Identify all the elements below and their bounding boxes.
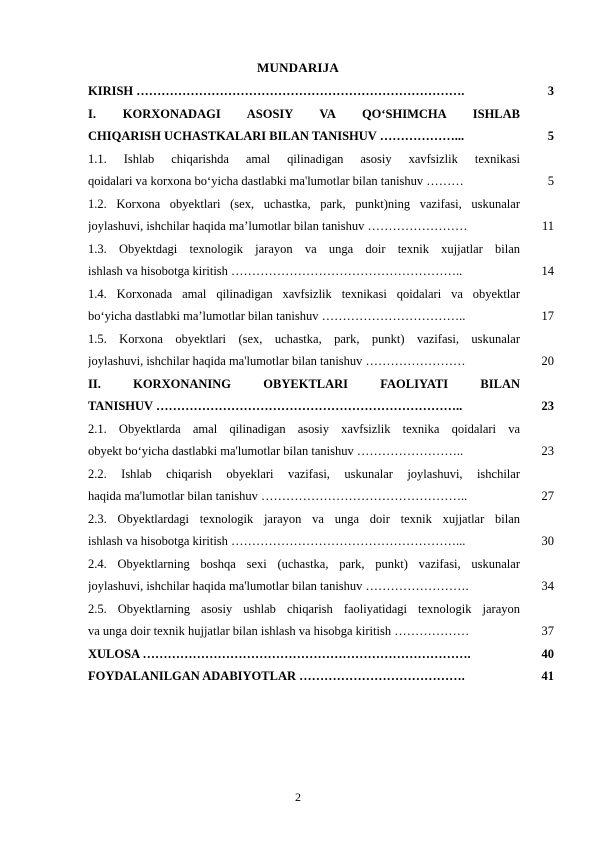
- toc-entry: [88, 238, 554, 283]
- toc-entry: [88, 193, 554, 238]
- toc-entry: [88, 328, 554, 373]
- toc-entry: [88, 643, 554, 666]
- toc-entry: [88, 665, 554, 688]
- toc-entry: [88, 148, 554, 193]
- toc-entry-page: 14: [541, 264, 554, 278]
- toc-entry-line: 2.4. Obyektlarning boshqa sexi (uchastka, park, punkt) vazifasi, uskunalar: [88, 556, 520, 571]
- toc-entry-line: joylashuvi, ishchilar haqida ma'lumotlar bilan tanishuv ……………………: [88, 354, 466, 368]
- toc-entry-page: 20: [541, 354, 554, 368]
- toc-entry: [88, 508, 554, 553]
- page-title: MUNDARIJA: [257, 60, 339, 75]
- toc-entry: [88, 553, 554, 598]
- toc-entry-line: 1.3. Obyektdagi texnologik jarayon va unga doir texnik xujjatlar bilan: [88, 241, 520, 256]
- toc-entry-page: 27: [541, 489, 554, 503]
- toc-entry: [88, 80, 554, 103]
- toc-entry-line: 2.5. Obyektlarning asosiy ushlab chiqarish faoliyatidagi texnologik jarayon: [88, 601, 520, 616]
- toc-entry-line: 1.2. Korxona obyektlari (sex, uchastka, park, punkt)ning vazifasi, uskunalar: [88, 196, 520, 211]
- toc-entry-line: 2.3. Obyektlardagi texnologik jarayon va unga doir texnik xujjatlar bilan: [88, 511, 520, 526]
- toc-entry-line: va unga doir texnik hujjatlar bilan ishlash va hisobga kiritish ………………: [88, 624, 470, 638]
- toc-entry: [88, 598, 554, 643]
- toc-entry-line: TANISHUV ………………………………………………………………..: [88, 399, 463, 413]
- toc-entry-line: 1.4. Korxonada amal qilinadigan xavfsizlik texnikasi qoidalari va obyektlar: [88, 286, 520, 301]
- page-number: 2: [295, 790, 301, 804]
- toc-entry-line: joylashuvi, ishchilar haqida ma’lumotlar bilan tanishuv ……………………: [88, 219, 468, 233]
- toc-entry-line: haqida ma'lumotlar bilan tanishuv …………………………………………..: [88, 489, 468, 503]
- toc-entry: [88, 373, 554, 418]
- toc-entry-page: 3: [547, 84, 554, 98]
- toc-entry-page: 11: [541, 219, 554, 233]
- toc-entry-page: 23: [541, 399, 554, 413]
- toc-entry-page: 37: [541, 624, 554, 638]
- toc-entry-line: qoidalari va korxona bo‘yicha dastlabki ma'lumotlar bilan tanishuv ………: [88, 174, 464, 188]
- toc-entry-line: II. KORXONANING OBYEKTLARI FAOLIYATI BILAN: [88, 376, 520, 391]
- toc-entry: [88, 283, 554, 328]
- toc-entry: [88, 418, 554, 463]
- toc-entry-page: 5: [547, 174, 554, 188]
- toc-entry: [88, 103, 554, 148]
- toc-entry-line: ishlash va hisobotga kiritish ………………………………………………...: [88, 534, 466, 548]
- toc-entry-line: obyekt bo‘yicha dastlabki ma'lumotlar bilan tanishuv ……………………..: [88, 444, 464, 458]
- toc-entry-page: 40: [541, 646, 554, 661]
- toc-entry-line: 1.5. Korxona obyektlari (sex, uchastka, park, punkt) vazifasi, uskunalar: [88, 331, 520, 346]
- toc-entry-line: KIRISH …………………………………………………………………….: [88, 84, 465, 98]
- table-of-contents: [88, 80, 554, 688]
- toc-entry-line: FOYDALANILGAN ADABIYOTLAR ………………………………….: [88, 669, 465, 683]
- toc-entry-line: joylashuvi, ishchilar haqida ma'lumotlar bilan tanishuv …………………….: [88, 579, 469, 593]
- toc-entry-page: 17: [541, 309, 554, 323]
- toc-entry-page: 23: [541, 444, 554, 458]
- toc-entry-line: XULOSA …………………………………………………………………….: [88, 646, 471, 661]
- toc-entry-line: I. KORXONADAGI ASOSIY VA QO‘SHIMCHA ISHLAB: [88, 106, 520, 121]
- toc-entry-page: 41: [541, 669, 554, 683]
- toc-entry-line: 2.2. Ishlab chiqarish obyeklari vazifasi, uskunalar joylashuvi, ishchilar: [88, 466, 520, 481]
- toc-entry-page: 30: [541, 534, 554, 548]
- toc-entry-line: 1.1. Ishlab chiqarishda amal qilinadigan asosiy xavfsizlik texnikasi: [88, 151, 520, 166]
- toc-entry-line: 2.1. Obyektlarda amal qilinadigan asosiy xavfsizlik texnika qoidalari va: [88, 421, 520, 436]
- toc-entry-line: CHIQARISH UCHASTKALARI BILAN TANISHUV ………………...: [88, 129, 465, 143]
- toc-entry: [88, 463, 554, 508]
- toc-entry-page: 5: [547, 129, 554, 143]
- toc-entry-line: ishlash va hisobotga kiritish ………………………………………………..: [88, 264, 463, 278]
- toc-entry-page: 34: [541, 579, 554, 593]
- toc-entry-line: bo‘yicha dastlabki ma’lumotlar bilan tanishuv ……………………………..: [88, 309, 466, 323]
